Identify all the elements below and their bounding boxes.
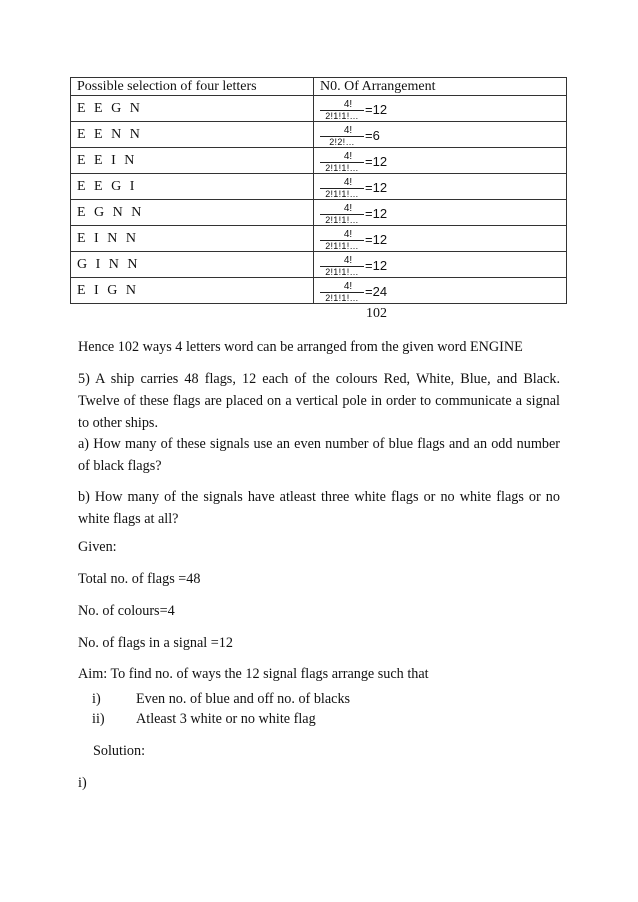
fraction-numerator: 4! [343,99,353,110]
table-row [71,122,567,148]
letter-selection: E G N N [71,200,314,226]
arrangement-fraction [320,256,387,277]
fraction-result: =12 [365,102,388,117]
list-item-1: Even no. of blue and off no. of blacks [136,691,351,707]
fraction-result: =12 [365,206,388,221]
table-row [71,96,567,122]
arrangement-fraction [320,204,387,225]
total-value: 102 [366,306,387,321]
fraction-denominator: 2!1!1!… [325,267,359,277]
table-header-row [71,78,567,96]
fraction-numerator: 4! [343,151,353,162]
arrangement-fraction [320,126,380,147]
letter-selection: E E G N [71,96,314,122]
header-arrangement: N0. Of Arrangement [314,78,567,96]
letter-selection: E E N N [71,122,314,148]
total-flags: Total no. of flags =48 [78,571,201,587]
arrangement-cell [314,278,567,304]
letter-selection: G I N N [71,252,314,278]
arrangement-cell [314,174,567,200]
arrangement-cell [314,148,567,174]
fraction-denominator: 2!1!1!… [325,293,359,303]
question-b: b) How many of the signals have atleast three white flags or no white flags or no white flags at all? [78,489,560,527]
fraction-numerator: 4! [343,203,353,214]
fraction-numerator: 4! [343,255,353,266]
fraction-result: =24 [365,284,388,299]
fraction-denominator: 2!1!1!… [325,111,359,121]
table-row [71,252,567,278]
arrangement-cell [314,200,567,226]
question-a: a) How many of these signals use an even number of blue flags and an odd number of black flags? [78,436,560,474]
fraction-numerator: 4! [343,281,353,292]
arrangement-cell [314,122,567,148]
letter-selection: E E I N [71,148,314,174]
fraction-numerator: 4! [343,229,353,240]
table-row [71,148,567,174]
list-item-2: Atleast 3 white or no white flag [136,711,316,727]
table-row [71,174,567,200]
fraction-result: =12 [365,154,388,169]
fraction-denominator: 2!1!1!… [325,215,359,225]
fraction-numerator: 4! [343,125,353,136]
question-5: 5) A ship carries 48 flags, 12 each of the colours Red, White, Blue, and Black. Twelve of these flags are placed on a vertical pole in order to communicate a signal to other ships. [78,371,560,431]
list-marker-1: i) [92,691,101,707]
aim-text: Aim: To find no. of ways the 12 signal flags arrange such that [78,666,429,682]
fraction-numerator: 4! [343,177,353,188]
part-i-label: i) [78,775,87,791]
fraction-denominator: 2!1!1!… [325,163,359,173]
solution-heading: Solution: [93,743,146,759]
letter-selection: E I N N [71,226,314,252]
flags-per-signal: No. of flags in a signal =12 [78,635,233,651]
fraction-denominator: 2!2!… [329,137,355,147]
arrangement-fraction [320,178,387,199]
arrangement-cell [314,252,567,278]
arrangement-cell [314,96,567,122]
table-row [71,226,567,252]
given-heading: Given: [78,539,117,555]
fraction-denominator: 2!1!1!… [325,189,359,199]
number-of-colours: No. of colours=4 [78,603,175,619]
table-row [71,200,567,226]
list-marker-2: ii) [92,711,105,727]
table-row [71,278,567,304]
arrangement-fraction [320,282,387,303]
fraction-result: =6 [365,128,380,143]
arrangement-cell [314,226,567,252]
fraction-result: =12 [365,232,388,247]
fraction-denominator: 2!1!1!… [325,241,359,251]
fraction-result: =12 [365,258,388,273]
arrangement-fraction [320,100,387,121]
arrangement-table [70,77,567,304]
letter-selection: E I G N [71,278,314,304]
arrangement-fraction [320,230,387,251]
fraction-result: =12 [365,180,388,195]
conclusion-text: Hence 102 ways 4 letters word can be arranged from the given word ENGINE [78,339,523,355]
arrangement-fraction [320,152,387,173]
header-selection: Possible selection of four letters [71,78,314,96]
letter-selection: E E G I [71,174,314,200]
